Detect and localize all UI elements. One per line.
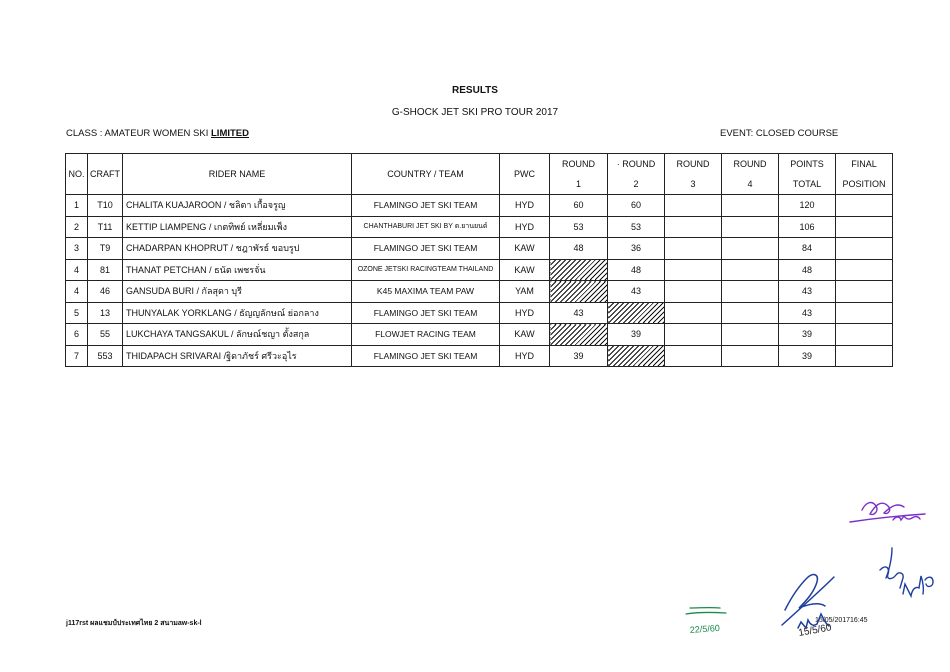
cell-pwc: KAW <box>500 259 550 281</box>
header-round-3: ROUND <box>665 154 722 175</box>
table-row <box>66 345 893 367</box>
cell-round-4 <box>722 324 779 346</box>
cell-round-4 <box>722 238 779 260</box>
table-row <box>66 302 893 324</box>
table-row <box>66 238 893 260</box>
class-label: CLASS : AMATEUR WOMEN SKI <box>66 128 209 139</box>
footer-file-name: j117rst ผลแชมป์ประเทศไทย 2 สนามaw-sk-l <box>66 620 202 627</box>
cell-round-1-hatched <box>550 281 608 303</box>
header-team: COUNTRY / TEAM <box>352 154 500 195</box>
cell-pwc: KAW <box>500 238 550 260</box>
cell-position <box>836 324 893 346</box>
cell-round-1-hatched <box>550 259 608 281</box>
cell-team: FLAMINGO JET SKI TEAM <box>352 195 500 217</box>
cell-round-3 <box>665 238 722 260</box>
cell-craft: 553 <box>88 345 123 367</box>
cell-pwc: HYD <box>500 302 550 324</box>
header-round-number-2: 2 <box>608 174 665 195</box>
cell-total: 106 <box>779 216 836 238</box>
cell-round-2: 43 <box>608 281 665 303</box>
cell-total: 39 <box>779 345 836 367</box>
header-no: NO. <box>66 154 88 195</box>
header-round-number-4: 4 <box>722 174 779 195</box>
cell-position <box>836 345 893 367</box>
cell-rider: THIDAPACH SRIVARAI /ฐิดาภัชร์ ศรีวะอุไร <box>123 345 352 367</box>
cell-rider: LUKCHAYA TANGSAKUL / ลักษณ์ชญา ตั้งสกุล <box>123 324 352 346</box>
cell-craft: 13 <box>88 302 123 324</box>
cell-total: 43 <box>779 281 836 303</box>
cell-team: CHANTHABURI JET SKI BY ต.ยานยนต์ <box>352 216 500 238</box>
event-subtitle: G-SHOCK JET SKI PRO TOUR 2017 <box>391 107 559 118</box>
cell-round-2: 36 <box>608 238 665 260</box>
cell-round-4 <box>722 259 779 281</box>
cell-position <box>836 216 893 238</box>
handwritten-date: 15/5/60 <box>797 622 833 639</box>
cell-no: 2 <box>66 216 88 238</box>
cell-round-1: 48 <box>550 238 608 260</box>
cell-total: 43 <box>779 302 836 324</box>
cell-team: K45 MAXIMA TEAM PAW <box>352 281 500 303</box>
green-handwriting <box>686 608 726 614</box>
page-title: RESULTS <box>452 85 498 96</box>
header-round-number-3: 3 <box>665 174 722 195</box>
cell-pwc: HYD <box>500 345 550 367</box>
table-row <box>66 216 893 238</box>
cell-total: 84 <box>779 238 836 260</box>
cell-round-3 <box>665 345 722 367</box>
cell-team: FLAMINGO JET SKI TEAM <box>352 238 500 260</box>
cell-pwc: HYD <box>500 195 550 217</box>
cell-round-1: 43 <box>550 302 608 324</box>
cell-total: 39 <box>779 324 836 346</box>
cell-position <box>836 281 893 303</box>
header-round-2: · ROUND <box>608 154 665 175</box>
cell-total: 48 <box>779 259 836 281</box>
cell-no: 3 <box>66 238 88 260</box>
cell-pwc: YAM <box>500 281 550 303</box>
cell-round-4 <box>722 281 779 303</box>
cell-round-1: 39 <box>550 345 608 367</box>
cell-round-4 <box>722 302 779 324</box>
cell-round-3 <box>665 216 722 238</box>
header-rider: RIDER NAME <box>123 154 352 195</box>
cell-position <box>836 195 893 217</box>
blue-signature-right <box>880 548 933 596</box>
header-round-1: ROUND <box>550 154 608 175</box>
cell-round-4 <box>722 345 779 367</box>
cell-craft: T9 <box>88 238 123 260</box>
cell-round-3 <box>665 195 722 217</box>
cell-rider: KETTIP LIAMPENG / เกตทิพย์ เหลี่ยมเพ็ง <box>123 216 352 238</box>
cell-rider: THANAT PETCHAN / ธนัต เพชรจั่น <box>123 259 352 281</box>
cell-rider: CHALITA KUAJAROON / ชลิตา เกื้อจรูญ <box>123 195 352 217</box>
green-date: 22/5/60 <box>689 622 721 635</box>
cell-round-1: 53 <box>550 216 608 238</box>
header-final: FINAL <box>836 154 893 175</box>
cell-round-3 <box>665 259 722 281</box>
header-points: POINTS <box>779 154 836 175</box>
event-line: EVENT: CLOSED COURSE <box>720 128 839 139</box>
results-table <box>65 153 893 367</box>
cell-round-2: 39 <box>608 324 665 346</box>
header-round-number-1: 1 <box>550 174 608 195</box>
cell-round-3 <box>665 324 722 346</box>
cell-pwc: KAW <box>500 324 550 346</box>
cell-team: OZONE JETSKI RACINGTEAM THAILAND <box>352 259 500 281</box>
cell-rider: GANSUDA BURI / กัลสุดา บุรี <box>123 281 352 303</box>
cell-round-1: 60 <box>550 195 608 217</box>
class-line <box>66 128 249 139</box>
footer-print-stamp: 15/05/201716:45 <box>815 617 868 624</box>
table-row <box>66 281 893 303</box>
cell-total: 120 <box>779 195 836 217</box>
cell-no: 5 <box>66 302 88 324</box>
table-row <box>66 324 893 346</box>
cell-round-2: 60 <box>608 195 665 217</box>
cell-round-2: 48 <box>608 259 665 281</box>
cell-no: 6 <box>66 324 88 346</box>
cell-no: 4 <box>66 259 88 281</box>
cell-round-1-hatched <box>550 324 608 346</box>
header-position: POSITION <box>836 174 893 195</box>
cell-team: FLAMINGO JET SKI TEAM <box>352 345 500 367</box>
cell-round-2-hatched <box>608 302 665 324</box>
header-pwc: PWC <box>500 154 550 195</box>
cell-rider: THUNYALAK YORKLANG / ธัญญลักษณ์ ย่อกลาง <box>123 302 352 324</box>
cell-craft: 81 <box>88 259 123 281</box>
cell-position <box>836 259 893 281</box>
header-total: TOTAL <box>779 174 836 195</box>
cell-round-4 <box>722 216 779 238</box>
cell-round-2-hatched <box>608 345 665 367</box>
cell-no: 4 <box>66 281 88 303</box>
cell-no: 1 <box>66 195 88 217</box>
table-row <box>66 195 893 217</box>
cell-team: FLOWJET RACING TEAM <box>352 324 500 346</box>
cell-craft: T11 <box>88 216 123 238</box>
cell-position <box>836 302 893 324</box>
cell-round-2: 53 <box>608 216 665 238</box>
cell-round-4 <box>722 195 779 217</box>
header-round-4: ROUND <box>722 154 779 175</box>
cell-round-3 <box>665 302 722 324</box>
cell-no: 7 <box>66 345 88 367</box>
cell-craft: 46 <box>88 281 123 303</box>
cell-position <box>836 238 893 260</box>
cell-team: FLAMINGO JET SKI TEAM <box>352 302 500 324</box>
purple-signature <box>850 503 925 522</box>
cell-craft: 55 <box>88 324 123 346</box>
cell-craft: T10 <box>88 195 123 217</box>
table-row <box>66 259 893 281</box>
header-craft: CRAFT <box>88 154 123 195</box>
cell-pwc: HYD <box>500 216 550 238</box>
cell-round-3 <box>665 281 722 303</box>
cell-rider: CHADARPAN KHOPRUT / ชฎาพัรธ์ ขอบรูป <box>123 238 352 260</box>
class-value: LIMITED <box>211 128 249 139</box>
